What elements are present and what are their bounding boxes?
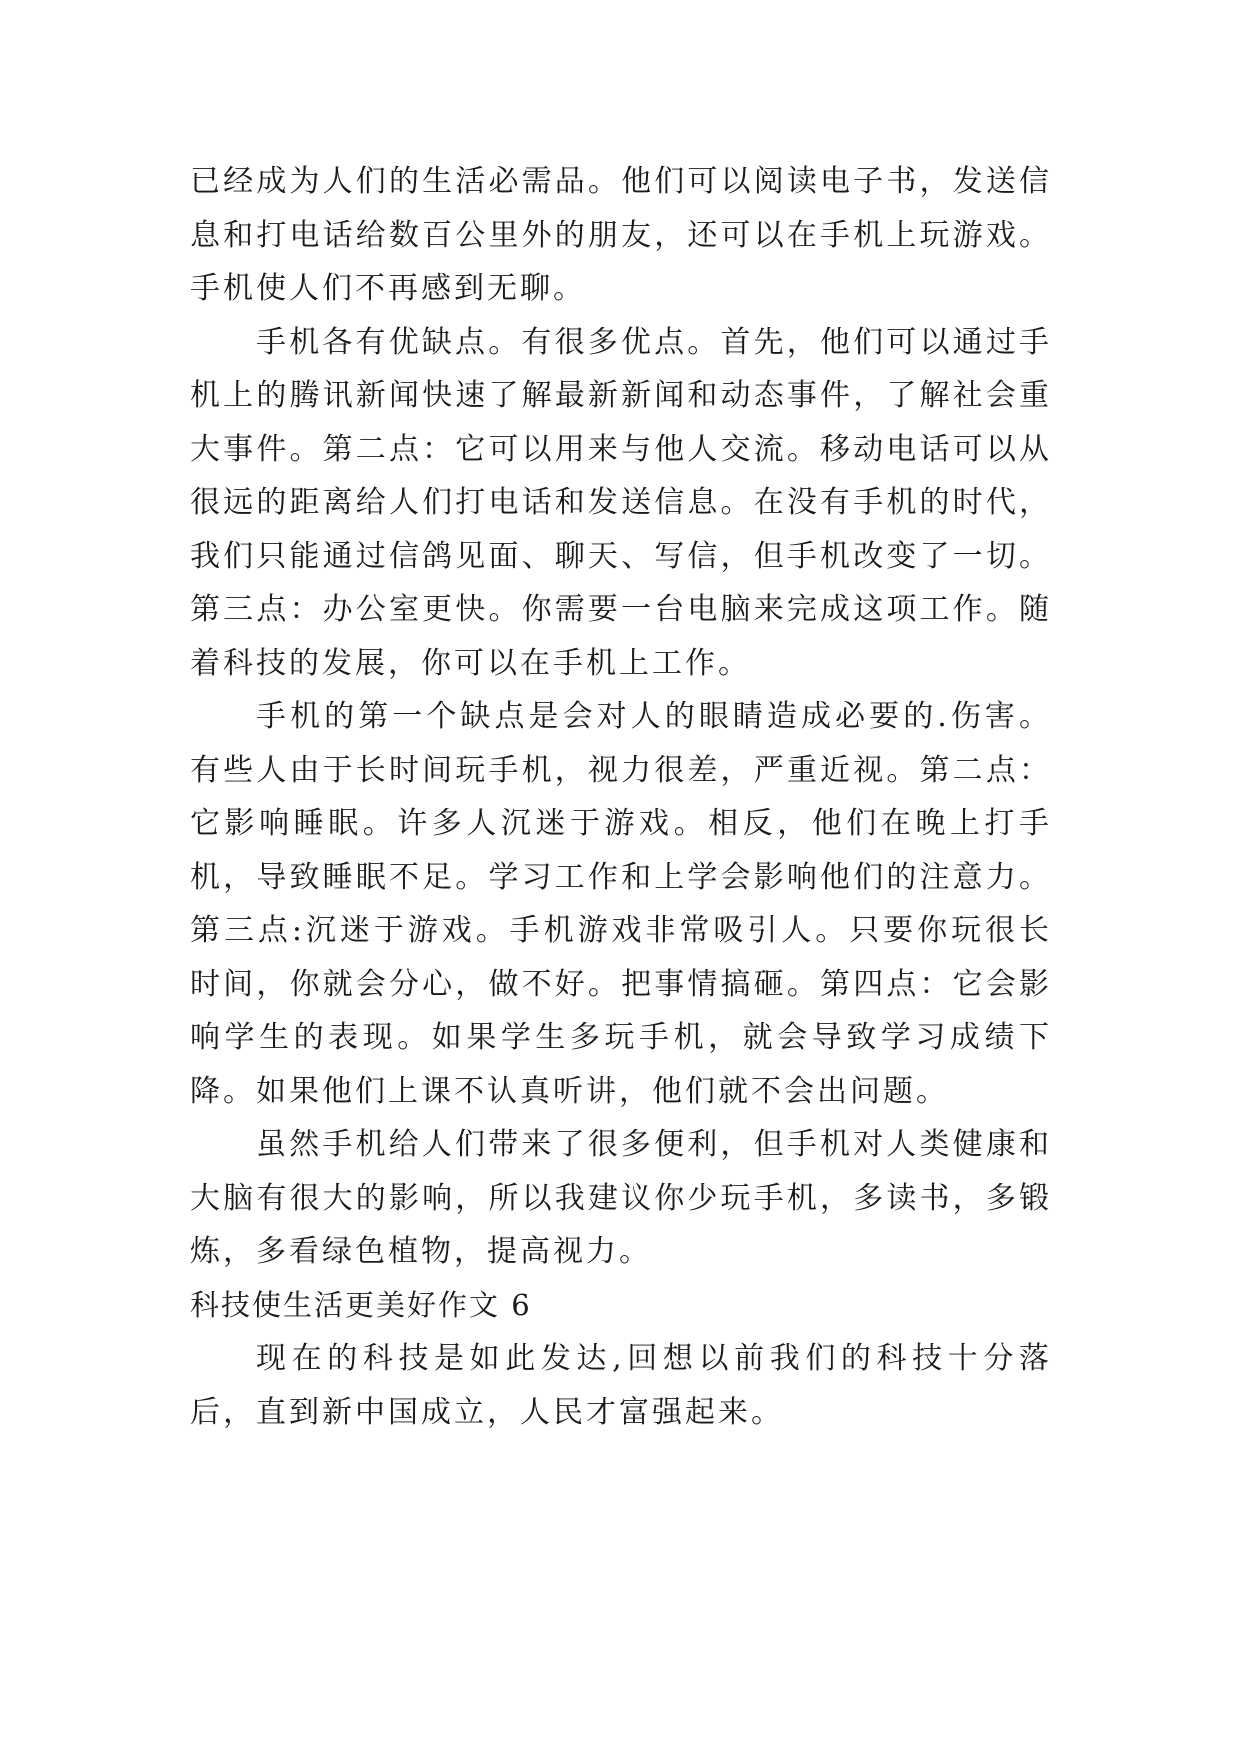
document-body [190,155,1052,1439]
section-title: 科技使生活更美好作文 6 [190,1287,532,1322]
paragraph-2: 手机各有优缺点。有很多优点。首先，他们可以通过手机上的腾讯新闻快速了解最新新闻和动态事件，了解社会重大事件。第二点：它可以用来与他人交流。移动电话可以从很远的距离给人们打电话和发送信息。在没有手机的时代，我们只能通过信鸽见面、聊天、写信，但手机改变了一切。第三点：办公室更快。你需要一台电脑来完成这项工作。随着科技的发展，你可以在手机上工作。 [190,324,1052,681]
paragraph-4: 虽然手机给人们带来了很多便利，但手机对人类健康和大脑有很大的影响，所以我建议你少玩手机，多读书，多锻炼，多看绿色植物，提高视力。 [190,1127,1052,1269]
paragraph-3: 手机的第一个缺点是会对人的眼睛造成必要的.伤害。有些人由于长时间玩手机，视力很差，严重近视。第二点：它影响睡眠。许多人沉迷于游戏。相反，他们在晚上打手机，导致睡眠不足。学习工作和上学会影响他们的注意力。第三点:沉迷于游戏。手机游戏非常吸引人。只要你玩很长时间，你就会分心，做不好。把事情搞砸。第四点：它会影响学生的表现。如果学生多玩手机，就会导致学习成绩下降。如果他们上课不认真听讲，他们就不会出问题。 [190,699,1052,1109]
paragraph-1: 已经成为人们的生活必需品。他们可以阅读电子书，发送信息和打电话给数百公里外的朋友，还可以在手机上玩游戏。手机使人们不再感到无聊。 [190,164,1052,306]
paragraph-5: 现在的科技是如此发达,回想以前我们的科技十分落后，直到新中国成立，人民才富强起来。 [190,1341,1052,1430]
